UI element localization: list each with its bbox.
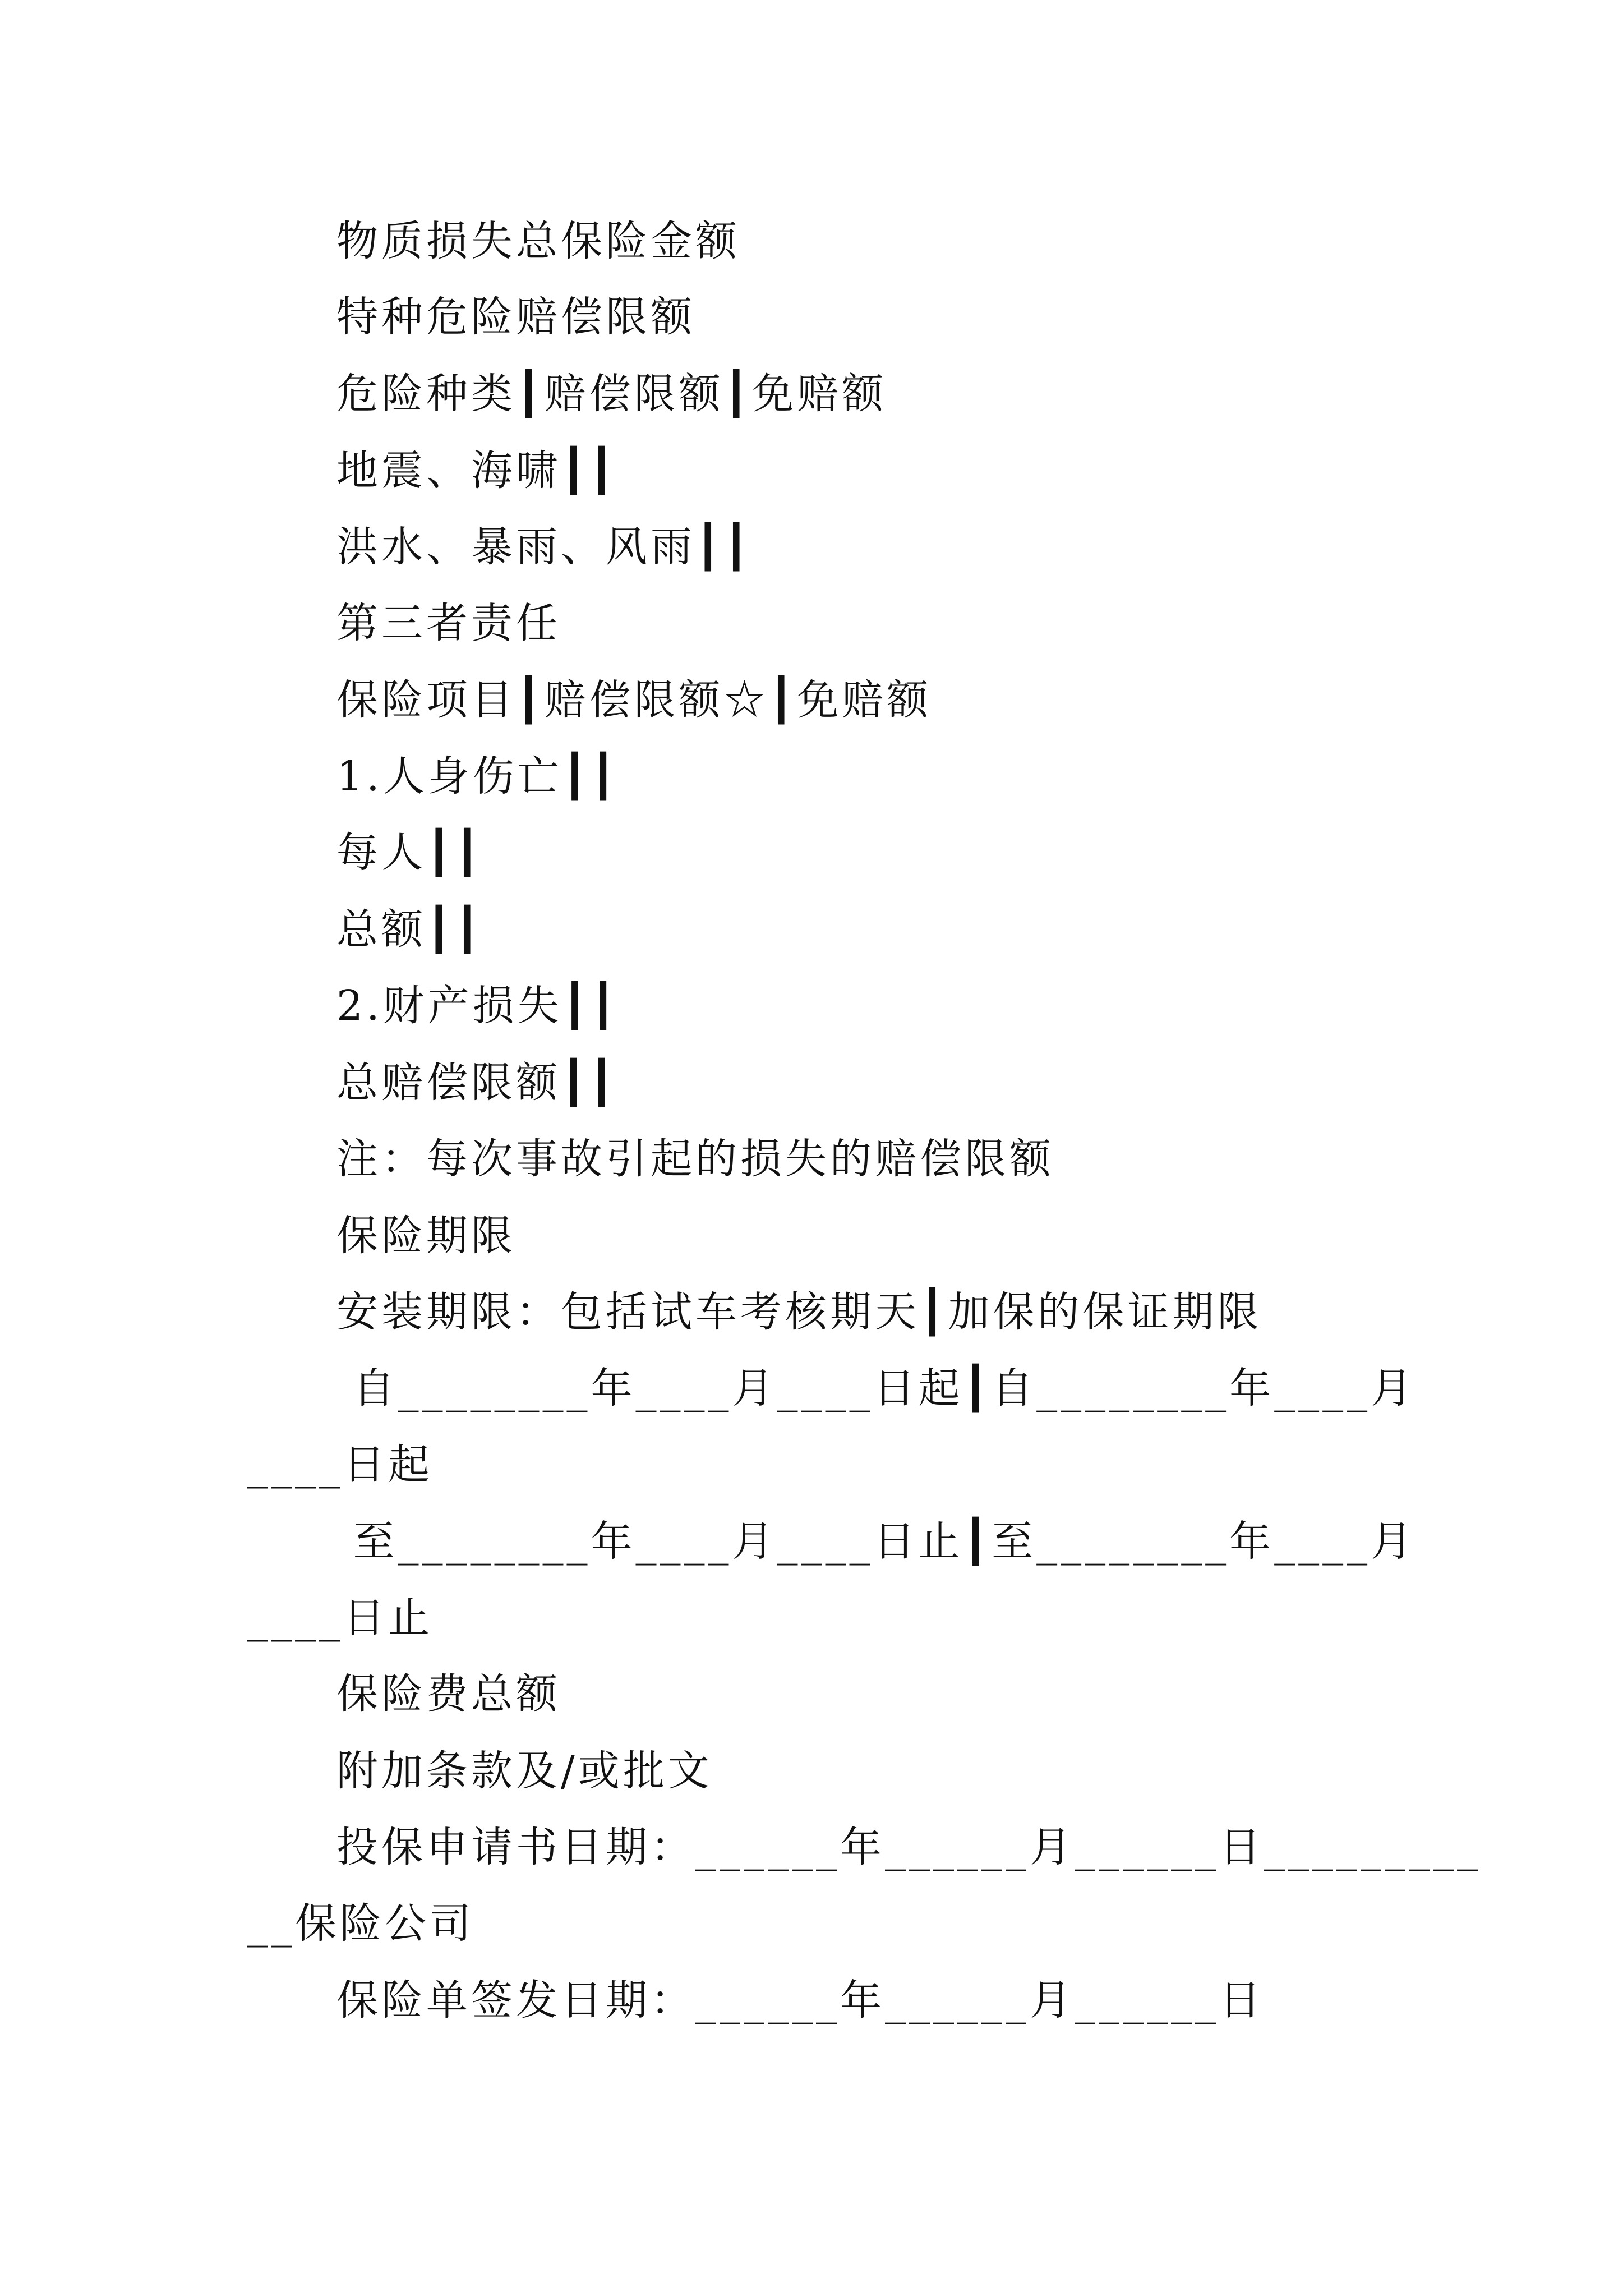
text-line-to-date-cont: ____日止 [247, 1594, 433, 1642]
text-line-liability-table-header: 保险项目┃赔偿限额☆┃免赔额 [336, 676, 932, 724]
text-line-total-sum-insured: 物质损失总保险金额 [336, 217, 740, 265]
text-line-to-date: 至________年____月____日止┃至________年____月 [336, 1517, 1416, 1566]
text-line-insurance-company: __保险公司 [247, 1899, 474, 1948]
text-line-installation-period: 安装期限：包括试车考核期天┃加保的保证期限 [336, 1288, 1262, 1336]
text-line-insurance-period: 保险期限 [336, 1212, 516, 1260]
text-line-risk-table-header: 危险种类┃赔偿限额┃免赔额 [336, 370, 887, 418]
text-line-third-party: 第三者责任 [336, 599, 561, 647]
text-line-flood: 洪水、暴雨、风雨┃┃ [336, 523, 753, 571]
text-line-total: 总额┃┃ [336, 905, 483, 954]
text-line-property-loss: 2.财产损失┃┃ [336, 982, 619, 1030]
text-line-from-date-cont: ____日起 [247, 1441, 433, 1489]
text-line-total-limit: 总赔偿限额┃┃ [336, 1059, 618, 1107]
text-line-issue-date: 保险单签发日期：______年______月______日 [336, 1976, 1264, 2024]
text-line-note: 注：每次事故引起的损失的赔偿限额 [336, 1135, 1054, 1183]
text-line-additional-clauses: 附加条款及/或批文 [336, 1747, 713, 1795]
text-line-application-date: 投保申请书日期：______年______月______日_________ [336, 1823, 1481, 1871]
text-line-earthquake: 地震、海啸┃┃ [336, 447, 618, 495]
text-line-personal-injury: 1.人身伤亡┃┃ [336, 752, 619, 800]
text-line-from-date: 自________年____月____日起┃自________年____月 [336, 1364, 1416, 1412]
text-line-total-premium: 保险费总额 [336, 1670, 561, 1718]
text-line-per-person: 每人┃┃ [336, 829, 483, 877]
text-line-special-risk-limit: 特种危险赔偿限额 [336, 293, 695, 341]
